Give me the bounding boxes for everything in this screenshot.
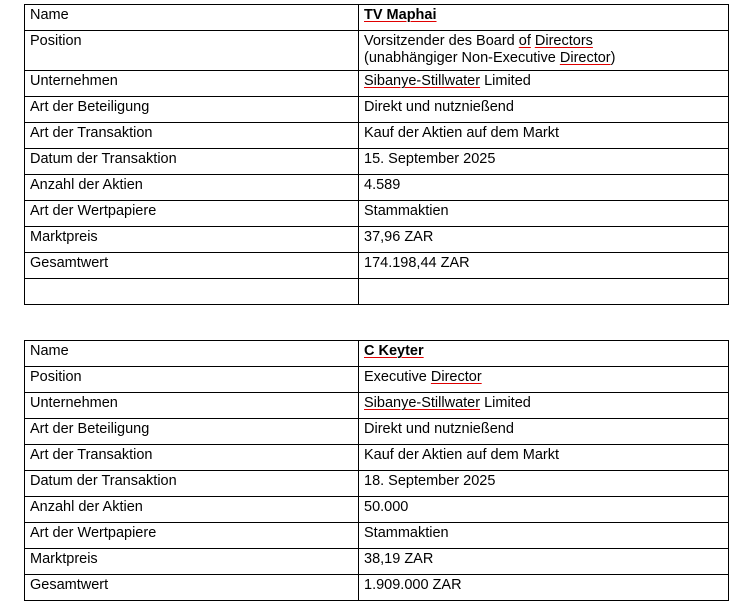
row-value: Direkt und nutznießend <box>359 97 729 123</box>
row-label: Gesamtwert <box>25 253 359 279</box>
value-text: Vorsitzender des Board of Directors <box>364 33 593 49</box>
table-row <box>25 419 729 445</box>
value-text-secondary: (unabhängiger Non-Executive Director) <box>364 50 616 67</box>
table-row <box>25 253 729 279</box>
spellcheck-word: Directors <box>534 33 593 49</box>
row-value: Stammaktien <box>359 201 729 227</box>
table-row <box>25 5 729 31</box>
table-row <box>25 201 729 227</box>
row-value: Sibanye-Stillwater Limited <box>359 393 729 419</box>
row-value: Sibanye-Stillwater Limited <box>359 71 729 97</box>
row-label: Datum der Transaktion <box>25 149 359 175</box>
row-value: Kauf der Aktien auf dem Markt <box>359 123 729 149</box>
table-row <box>25 549 729 575</box>
row-label: Art der Transaktion <box>25 445 359 471</box>
row-label: Unternehmen <box>25 393 359 419</box>
table-row <box>25 393 729 419</box>
row-label: Art der Transaktion <box>25 123 359 149</box>
row-value <box>359 341 729 367</box>
row-value: Kauf der Aktien auf dem Markt <box>359 445 729 471</box>
table-row <box>25 367 729 393</box>
row-label: Datum der Transaktion <box>25 471 359 497</box>
row-value <box>359 5 729 31</box>
spellcheck-word: Director <box>559 50 611 67</box>
spellcheck-word: Sibanye-Stillwater <box>364 395 481 412</box>
row-label: Name <box>25 5 359 31</box>
value-text: C Keyter <box>364 343 424 360</box>
row-value: 1.909.000 ZAR <box>359 575 729 601</box>
spellcheck-word: Director <box>430 369 482 386</box>
table-body <box>25 341 729 601</box>
row-value: 174.198,44 ZAR <box>359 253 729 279</box>
table-row-empty <box>25 279 729 305</box>
row-label: Name <box>25 341 359 367</box>
row-label: Art der Beteiligung <box>25 419 359 445</box>
row-value: 18. September 2025 <box>359 471 729 497</box>
table-body <box>25 5 729 305</box>
table-row <box>25 31 729 71</box>
row-value: 50.000 <box>359 497 729 523</box>
row-label: Art der Wertpapiere <box>25 523 359 549</box>
row-label: Unternehmen <box>25 71 359 97</box>
table-row <box>25 123 729 149</box>
table-row <box>25 97 729 123</box>
row-label: Position <box>25 367 359 393</box>
row-value: Stammaktien <box>359 523 729 549</box>
row-label <box>25 279 359 305</box>
table-row <box>25 71 729 97</box>
row-label: Art der Beteiligung <box>25 97 359 123</box>
row-value: 37,96 ZAR <box>359 227 729 253</box>
table-row <box>25 175 729 201</box>
table-row <box>25 497 729 523</box>
table-row <box>25 445 729 471</box>
director-dealing-table-1 <box>24 4 729 305</box>
table-gap <box>24 305 707 340</box>
table-row <box>25 227 729 253</box>
row-value <box>359 31 729 71</box>
row-value: 15. September 2025 <box>359 149 729 175</box>
row-label: Anzahl der Aktien <box>25 175 359 201</box>
row-label: Gesamtwert <box>25 575 359 601</box>
row-label: Position <box>25 31 359 71</box>
row-value: Direkt und nutznießend <box>359 419 729 445</box>
table-row <box>25 471 729 497</box>
spellcheck-word: Sibanye-Stillwater <box>364 73 481 90</box>
table-row <box>25 575 729 601</box>
value-text: TV Maphai <box>364 7 437 23</box>
row-label: Marktpreis <box>25 227 359 253</box>
row-label: Anzahl der Aktien <box>25 497 359 523</box>
row-value <box>359 279 729 305</box>
row-value: Executive Director <box>359 367 729 393</box>
spellcheck-word: Director <box>534 33 586 49</box>
row-label: Art der Wertpapiere <box>25 201 359 227</box>
row-label: Marktpreis <box>25 549 359 575</box>
row-value: 38,19 ZAR <box>359 549 729 575</box>
table-row <box>25 149 729 175</box>
director-dealing-table-2 <box>24 340 729 601</box>
table-row <box>25 341 729 367</box>
row-value: 4.589 <box>359 175 729 201</box>
spellcheck-word: of <box>518 33 531 49</box>
table-row <box>25 523 729 549</box>
